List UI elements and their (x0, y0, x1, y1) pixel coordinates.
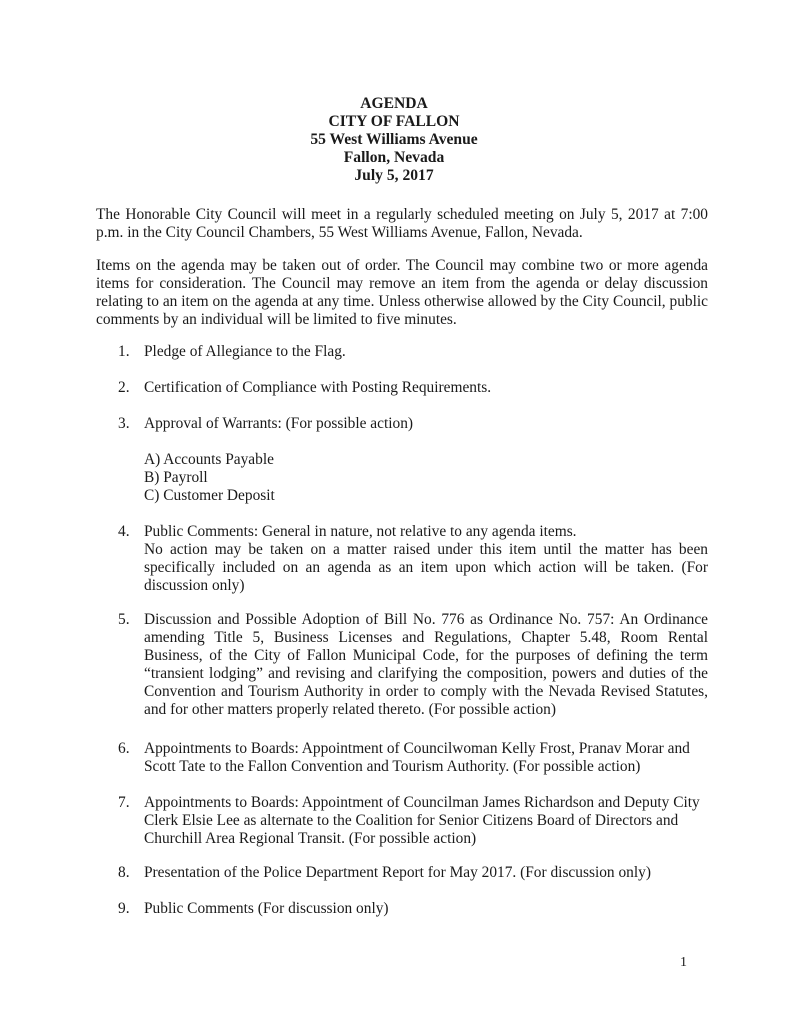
city-name: CITY OF FALLON (328, 113, 460, 130)
item-text: Pledge of Allegiance to the Flag. (144, 343, 346, 360)
item-text-continued: No action may be taken on a matter raised under this item until the matter has been specifically included on an agenda as an item upon which action will be taken. (For discussion only) (144, 541, 708, 594)
warrant-item: A) Accounts Payable (144, 451, 274, 468)
page-number: 1 (680, 955, 687, 970)
warrant-item: C) Customer Deposit (144, 487, 275, 504)
item-text: Public Comments (For discussion only) (144, 900, 389, 917)
item-number: 4. (118, 523, 130, 540)
item-text: Public Comments: General in nature, not relative to any agenda items. (144, 523, 577, 540)
item-text: Approval of Warrants: (For possible action) (144, 415, 414, 432)
item-text: Appointments to Boards: Appointment of Councilwoman Kelly Frost, Pranav Morar and Scott Tate to the Fallon Convention and Tourism Authority. (For possible action) (144, 740, 690, 775)
agenda-title: AGENDA (360, 95, 428, 112)
warrants-list (144, 451, 275, 505)
item-number: 7. (118, 794, 130, 811)
item-text: Appointments to Boards: Appointment of Councilman James Richardson and Deputy City Clerk Elsie Lee as alternate to the Coalition for Senior Citizens Board of Directors and Churchill Area Regional Transit. (For possible action) (144, 794, 700, 847)
item-number: 5. (118, 611, 130, 628)
item-number: 9. (118, 900, 130, 917)
item-number: 1. (118, 343, 130, 360)
item-number: 2. (118, 379, 130, 396)
item-text: Discussion and Possible Adoption of Bill No. 776 as Ordinance No. 757: An Ordinance amending Title 5, Business Licenses and Regulations, Chapter 5.48, Room Rental Business, of the City of Fallon Municipal Code, for the purposes of defining the term “transient lodging” and revising and clarifying the composition, powers and duties of the Convention and Tourism Authority in order to comply with the Nevada Revised Statutes, and for other matters properly related thereto. (For possible action) (144, 611, 708, 718)
item-number: 8. (118, 864, 130, 881)
intro-paragraph: The Honorable City Council will meet in a regularly scheduled meeting on July 5, 2017 at 7:00 p.m. in the City Council Chambers, 55 West Williams Avenue, Fallon, Nevada. (96, 206, 708, 241)
city-state: Fallon, Nevada (343, 149, 445, 166)
warrant-item: B) Payroll (144, 469, 208, 486)
item-number: 3. (118, 415, 130, 432)
item-text: Certification of Compliance with Posting Requirements. (144, 379, 492, 396)
item-text: Presentation of the Police Department Report for May 2017. (For discussion only) (144, 864, 651, 881)
street-address: 55 West Williams Avenue (310, 131, 478, 148)
notice-paragraph: Items on the agenda may be taken out of order. The Council may combine two or more agenda items for consideration. The Council may remove an item from the agenda or delay discussion relating to an item on the agenda at any time. Unless otherwise allowed by the City Council, public comments by an individual will be limited to five minutes. (96, 257, 708, 328)
meeting-date: July 5, 2017 (354, 167, 434, 184)
agenda-header (0, 95, 788, 185)
item-number: 6. (118, 740, 130, 757)
